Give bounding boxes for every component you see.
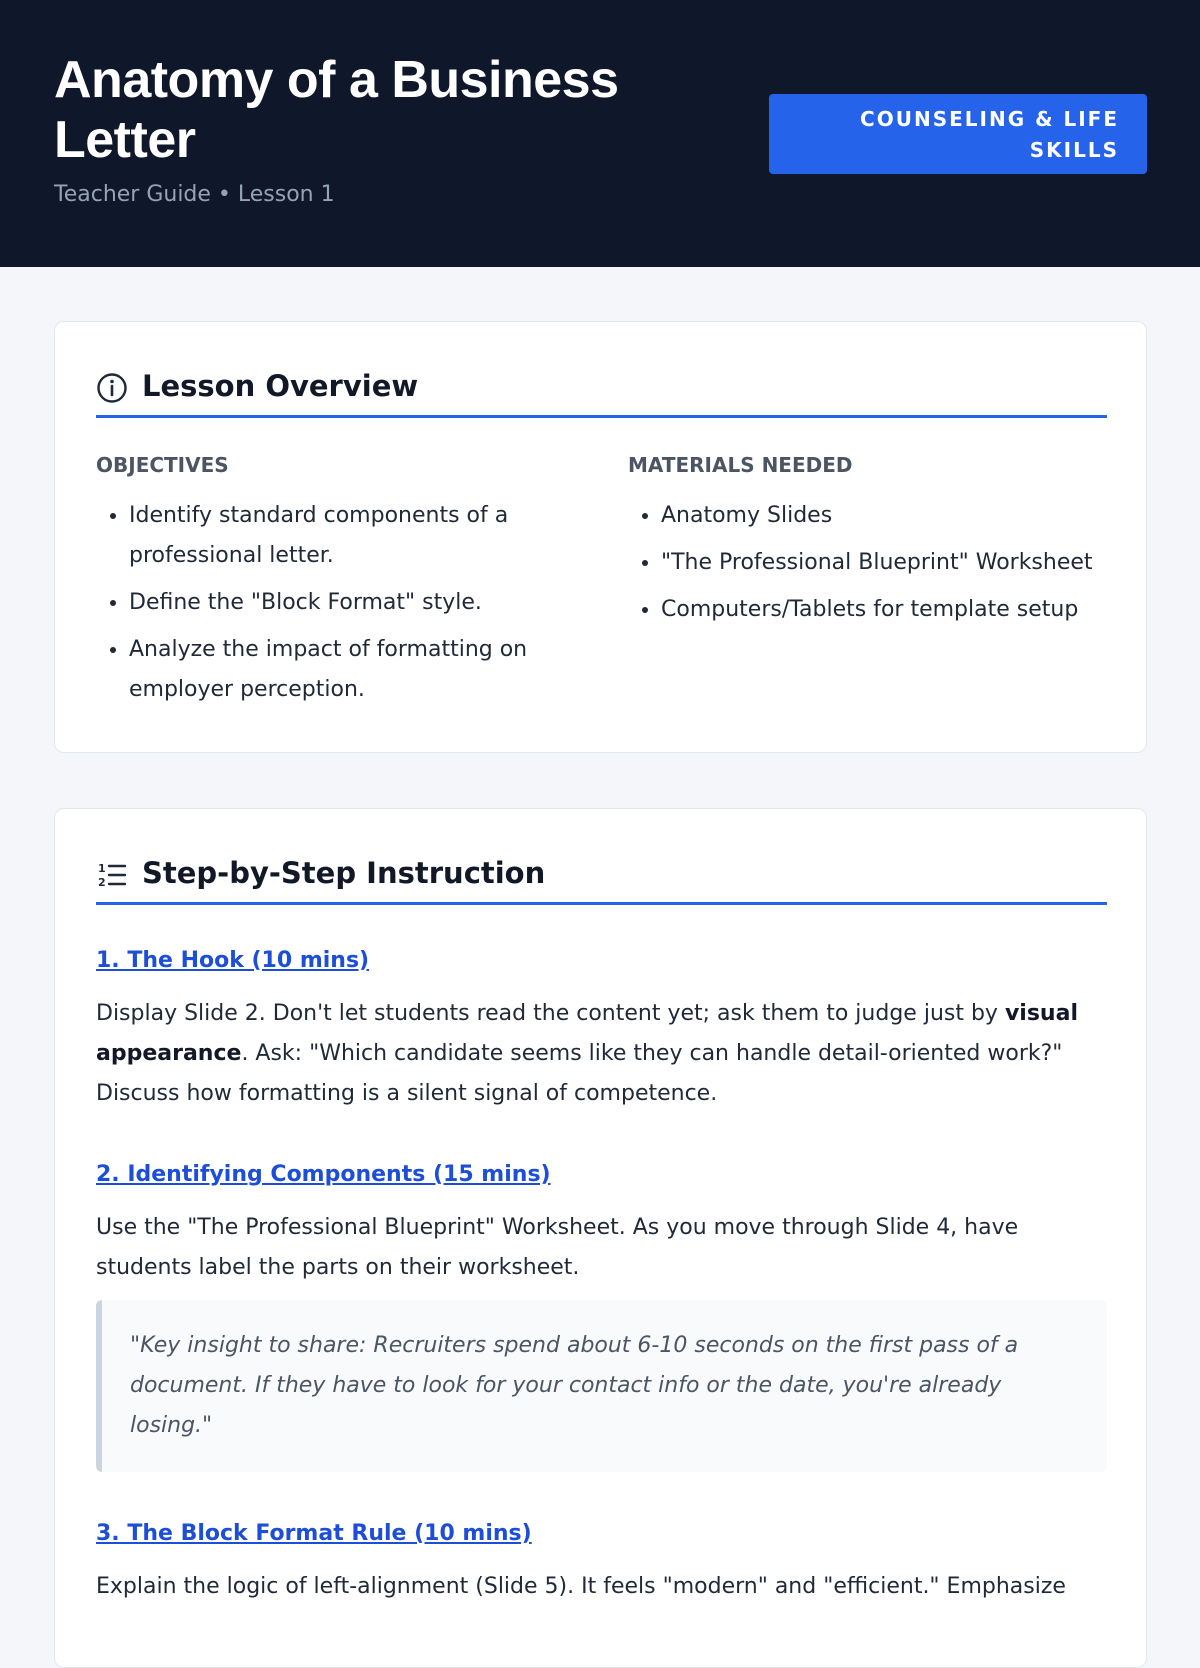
page-subtitle: Teacher Guide • Lesson 1 bbox=[54, 182, 335, 207]
list-item: • Identify standard components of a professional letter. bbox=[129, 496, 566, 576]
step-1-text bbox=[96, 994, 1107, 1114]
materials-list bbox=[628, 496, 1128, 630]
lesson-overview-card bbox=[54, 321, 1147, 753]
lesson-overview-title: Lesson Overview bbox=[142, 369, 419, 403]
objectives-column bbox=[96, 452, 566, 717]
list-item: • "The Professional Blueprint" Worksheet bbox=[661, 543, 1128, 583]
list-item: • Anatomy Slides bbox=[661, 496, 1128, 536]
subject-badge: COUNSELING & LIFE SKILLS bbox=[769, 94, 1147, 174]
materials-column bbox=[628, 452, 1128, 637]
instruction-title: Step-by-Step Instruction bbox=[142, 856, 546, 890]
page-title: Anatomy of a Business Letter bbox=[54, 51, 619, 169]
page-header bbox=[0, 0, 1200, 267]
list-item: • Analyze the impact of formatting on employer perception. bbox=[129, 630, 566, 710]
step-2-text: Use the "The Professional Blueprint" Worksheet. As you move through Slide 4, have students label the parts on their worksheet. bbox=[96, 1215, 1019, 1280]
instruction-header bbox=[96, 849, 1107, 905]
step-3-text: Explain the logic of left-alignment (Slide 5). It feels "modern" and "efficient." Emphasize bbox=[96, 1574, 1066, 1599]
step-1-text-after: . Ask: "Which candidate seems like they can handle detail-oriented work?" Discuss how formatting is a silent signal of competence. bbox=[96, 1041, 1063, 1106]
step-3-heading[interactable]: 3. The Block Format Rule (10 mins) bbox=[96, 1521, 532, 1546]
svg-text:1: 1 bbox=[98, 862, 106, 875]
materials-heading: MATERIALS NEEDED bbox=[628, 453, 853, 477]
objectives-list bbox=[96, 496, 566, 710]
step-1-text-before: Display Slide 2. Don't let students read the content yet; ask them to judge just by bbox=[96, 1001, 1005, 1026]
step-1-heading[interactable]: 1. The Hook (10 mins) bbox=[96, 948, 370, 973]
instruction-card bbox=[54, 808, 1147, 1668]
objectives-heading: OBJECTIVES bbox=[96, 453, 229, 477]
step-2-heading[interactable]: 2. Identifying Components (15 mins) bbox=[96, 1162, 551, 1187]
svg-text:2: 2 bbox=[98, 876, 106, 889]
key-insight-quote: "Key insight to share: Recruiters spend about 6-10 seconds on the first pass of a document. If they have to look for your contact info or the date, you're already losing." bbox=[96, 1300, 1107, 1472]
list-ordered-icon bbox=[96, 859, 128, 891]
step-1-text-bold: visual appearance bbox=[96, 1001, 1078, 1066]
lesson-overview-header bbox=[96, 362, 1107, 418]
list-item: • Computers/Tablets for template setup bbox=[661, 590, 1128, 630]
list-item: • Define the "Block Format" style. bbox=[129, 583, 566, 623]
info-icon bbox=[96, 372, 128, 404]
